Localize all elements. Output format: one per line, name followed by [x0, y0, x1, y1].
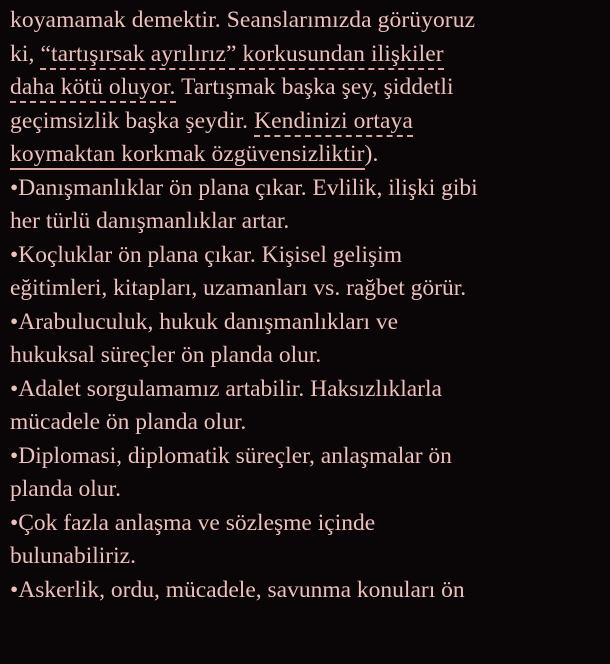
list-item	[10, 507, 602, 574]
paragraph-line	[10, 38, 602, 72]
text-run: Tartışmak başka şey, şiddetli	[175, 74, 454, 100]
text-run: ).	[364, 141, 379, 167]
list-item-line: •Koçluklar ön plana çıkar. Kişisel gelişim	[10, 241, 402, 268]
intro-paragraph	[10, 4, 602, 172]
bullet-list	[10, 172, 602, 608]
list-item	[10, 239, 602, 306]
list-item-line: bulunabiliriz.	[10, 543, 136, 569]
list-item-line: her türlü danışmanlıklar artar.	[10, 208, 290, 234]
list-item	[10, 440, 602, 507]
paragraph-line	[10, 138, 602, 172]
paragraph-line	[10, 71, 602, 105]
list-item-line: •Danışmanlıklar ön plana çıkar. Evlilik, ilişki gibi	[10, 174, 478, 201]
paragraph-line	[10, 4, 602, 38]
list-item-line: planda olur.	[10, 476, 121, 502]
paragraph-line	[10, 105, 602, 139]
emphasis-text-run: “tartışırsak ayrılırız” korkusundan ilişkiler	[40, 41, 443, 70]
list-item-line: •Adalet sorgulamamız artabilir. Haksızlıklarla	[10, 375, 442, 402]
list-item-line: •Arabuluculuk, hukuk danışmanlıkları ve	[10, 308, 399, 335]
list-item	[10, 306, 602, 373]
list-item-line: eğitimleri, kitapları, uzamanları vs. rağbet görür.	[10, 275, 467, 301]
emphasis-text-run: daha kötü oluyor.	[10, 74, 176, 103]
text-run: koyamamak demektir. Seanslarımızda görüyoruz	[10, 7, 476, 33]
emphasis-text-run: koymaktan korkmak özgüvensizliktir	[10, 141, 365, 170]
text-run: geçimsizlik başka şeydir.	[10, 107, 255, 134]
list-item-line: •Diplomasi, diplomatik süreçler, anlaşmalar ön	[10, 442, 452, 469]
list-item	[10, 574, 602, 608]
list-item-line: mücadele ön planda olur.	[10, 409, 247, 435]
text-run: ki,	[10, 40, 41, 67]
list-item	[10, 172, 602, 239]
list-item-line: •Çok fazla anlaşma ve sözleşme içinde	[10, 509, 376, 536]
list-item	[10, 373, 602, 440]
list-item-line: hukuksal süreçler ön planda olur.	[10, 342, 322, 368]
list-item-line: •Askerlik, ordu, mücadele, savunma konuları ön	[10, 576, 465, 603]
emphasis-text-run: Kendinizi ortaya	[254, 108, 413, 137]
